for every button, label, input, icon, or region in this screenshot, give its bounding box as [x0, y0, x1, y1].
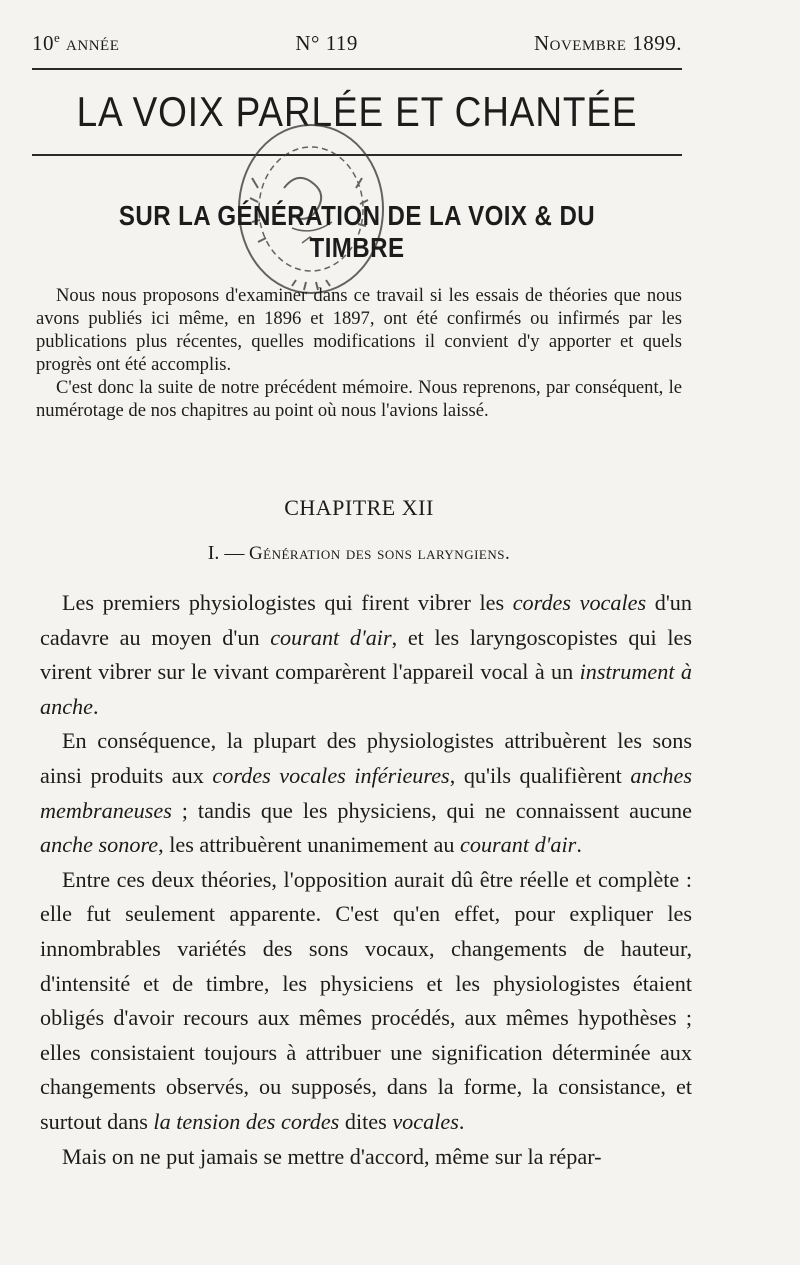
body-paragraph-3: Entre ces deux théories, l'opposition aurait dû être réelle et complète : elle fut seulement apparente. C'est qu'en effet, pour expliquer les innombrables variétés des sons vocaux, changements de hauteur, d'intensité et de timbre, les physiciens et les physiologistes étaient obligés d'avoir recours aux mêmes procédés, aux mêmes hypothèses ; elles consistaient toujours à attribuer une signification déterminée aux changements observés, ou supposés, dans la forme, la consistance, et surtout dans la tension des cordes dites vocales.: [40, 866, 692, 1134]
section-heading: [36, 542, 682, 565]
section-number: I. —: [207, 542, 245, 564]
issue-date: Novembre 1899.: [533, 31, 682, 55]
body-paragraph-1: Les premiers physiologistes qui firent vibrer les cordes vocales d'un cadavre au moyen d'un courant d'air, et les laryngoscopistes qui les virent vibrer sur le vivant comparèrent l'appareil vocal à un instrument à anche.: [40, 590, 692, 719]
chapter-heading: CHAPITRE XII: [284, 495, 434, 520]
issue-number: N° 119: [295, 31, 358, 55]
volume-year: 10e année: [32, 30, 120, 55]
body-paragraph-4: Mais on ne put jamais se mettre d'accord, même sur la répar-: [62, 1143, 602, 1169]
intro: [36, 284, 682, 422]
body-paragraph-2: En conséquence, la plupart des physiologistes attribuèrent les sons ainsi produits aux cordes vocales inférieures, qu'ils qualifièrent anches membraneuses ; tandis que les physiciens, qui ne connaissent aucune anche sonore, les attribuèrent unanimement au courant d'air.: [40, 728, 692, 858]
article-title: SUR LA GÉNÉRATION DE LA VOIX & DU TIMBRE: [118, 200, 596, 263]
intro-paragraph-1: Nous nous proposons d'examiner dans ce travail si les essais de théories que nous avons publiés ici même, en 1896 et 1897, ont été confirmés ou infirmés par les publications plus récentes, quelles modifications il convient d'y apporter et quels progrès ont été accomplis.: [36, 285, 682, 375]
body-text: [40, 586, 692, 1174]
section-title: Génération des sons laryngiens.: [248, 543, 511, 564]
running-head: [32, 30, 682, 56]
header-rule: [32, 68, 682, 70]
intro-paragraph-2: C'est donc la suite de notre précédent mémoire. Nous reprenons, par conséquent, le numérotage de nos chapitres au point où nous l'avions laissé.: [36, 377, 682, 421]
journal-title: LA VOIX PARLÉE ET CHANTÉE: [76, 88, 638, 135]
